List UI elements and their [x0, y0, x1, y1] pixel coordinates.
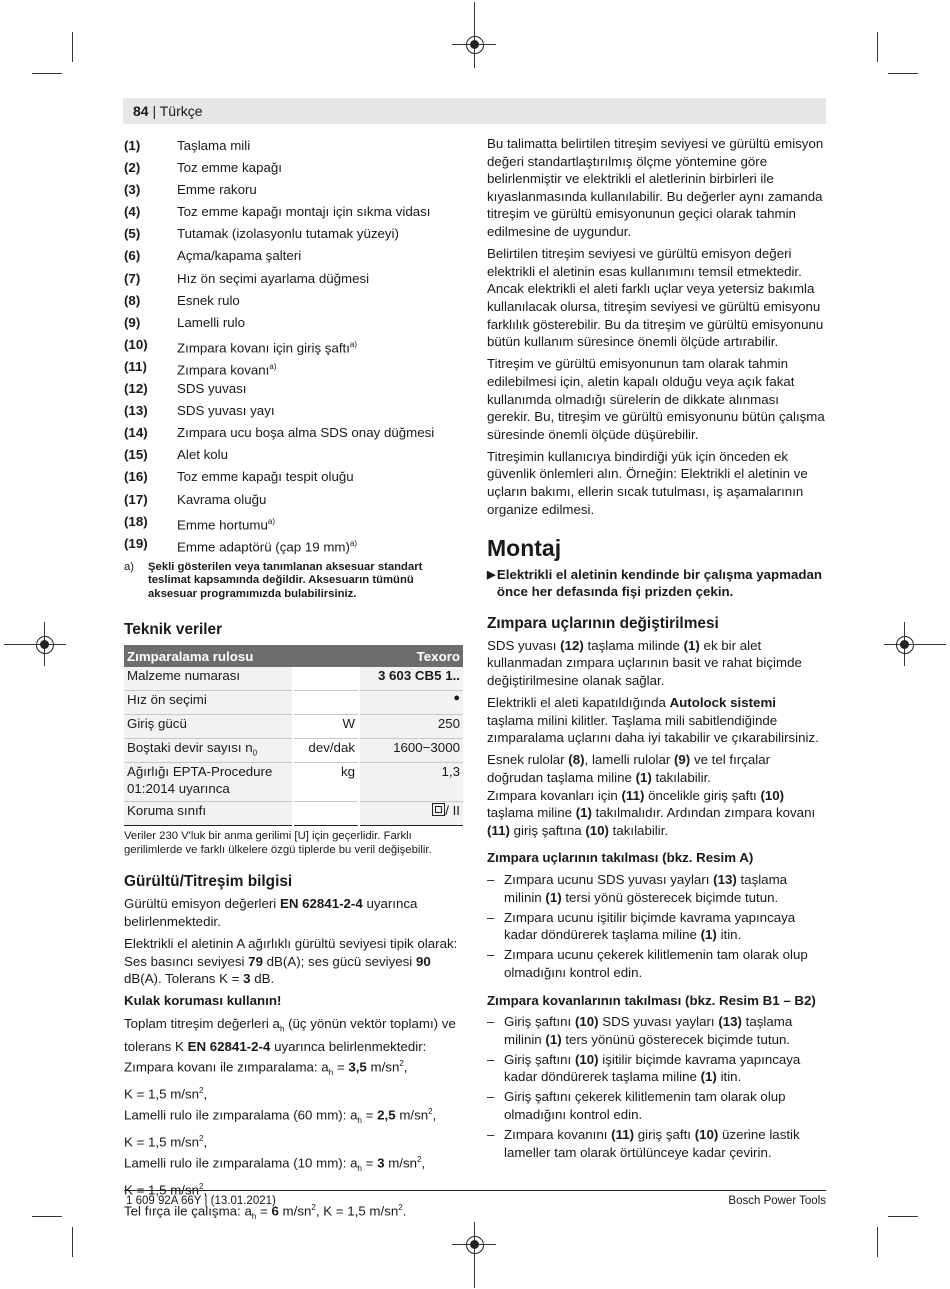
- list-item: – Giriş şaftını (10) işitilir biçimde kavrama yapıncaya kadar döndürerek taşlama miline (1) itin.: [487, 1051, 801, 1085]
- legend-number: (14): [124, 425, 148, 441]
- footnote: [124, 561, 463, 602]
- protection-class-icon: [432, 803, 445, 816]
- row-label: Koruma sınıfı: [124, 802, 293, 826]
- legend-item: [124, 533, 463, 555]
- crop-mark: [32, 73, 62, 74]
- legend-text: Kavrama oluğu: [177, 491, 267, 507]
- table-header-right: Texoro: [359, 645, 463, 667]
- triangle-bullet-icon: ▶: [487, 568, 496, 581]
- row-label: Hız ön seçimi: [124, 691, 293, 715]
- row-label: Malzeme numarası: [124, 667, 293, 691]
- legend-item: [124, 400, 463, 422]
- legend-text: Esnek rulo: [177, 292, 240, 308]
- legend-number: (11): [124, 358, 147, 374]
- ear-protection-note: Kulak koruması kullanın!: [124, 993, 282, 1009]
- legend-text: Emme rakoru: [177, 182, 257, 198]
- crop-mark: [884, 644, 946, 645]
- legend-number: (5): [124, 226, 141, 242]
- legend-number: (4): [124, 204, 141, 220]
- legend-text: SDS yuvası yayı: [177, 403, 275, 419]
- list-item: – Zımpara ucunu çekerek kilitlemenin tam olarak olup olmadığını kontrol edin.: [487, 947, 808, 980]
- legend-number: (10): [124, 336, 148, 352]
- legend-number: (13): [124, 403, 148, 419]
- legend-item: [124, 489, 463, 511]
- legend-number: (19): [124, 535, 148, 551]
- change-paragraph: SDS yuvası (12) taşlama milinde (1) ek bir alet kullanmadan zımpara uçlarının basit ve rahat biçimde değiştirilmesine olanak sağlar.: [487, 637, 802, 688]
- legend-item: [124, 356, 463, 378]
- safety-warning: [487, 566, 825, 601]
- crop-mark: [888, 1216, 918, 1217]
- legend-number: (16): [124, 469, 148, 485]
- row-value: 1,3: [359, 763, 463, 802]
- change-paragraph: Zımpara kovanları için (11) öncelikle giriş şaftı (10) taşlama miline (1) takılmalıdır. Ardından zımpara kovanı (11) giriş şaftına (10) takılabilir.: [487, 787, 816, 838]
- row-unit: kg: [293, 763, 359, 802]
- legend-list: [124, 135, 463, 555]
- row-label: Ağırlığı EPTA-Procedure 01:2014 uyarınca: [124, 763, 293, 802]
- page-number: 84: [133, 103, 149, 119]
- legend-number: (1): [124, 138, 141, 153]
- legend-number: (8): [124, 292, 141, 308]
- warning-text: Elektrikli el aletinin kendinde bir çalışma yapmadan önce her defasında fişi prizden çekin.: [496, 566, 823, 600]
- crop-mark: [72, 1227, 73, 1257]
- legend-text: Toz emme kapağı montajı için sıkma vidası: [177, 204, 431, 220]
- legend-text: Taşlama mili: [177, 138, 251, 153]
- row-value: / II: [359, 802, 463, 826]
- noise-paragraph: Elektrikli el aletinin A ağırlıklı gürültü seviyesi tipik olarak: Ses basıncı seviyesi 79 dB(A); ses gücü seviyesi 90 dB(A). Tolerans K = 3 dB.: [124, 936, 458, 987]
- tech-data-title: Teknik veriler: [124, 621, 223, 639]
- row-unit: dev/dak: [293, 739, 359, 763]
- legend-item: [124, 201, 463, 223]
- registration-mark-icon: [466, 1236, 484, 1254]
- legend-number: (3): [124, 182, 141, 198]
- crop-mark: [877, 32, 878, 62]
- page-header: [123, 98, 826, 124]
- table-row: [124, 691, 463, 715]
- legend-text: Açma/kapama şalteri: [177, 248, 302, 264]
- legend-number: (6): [124, 248, 141, 264]
- legend-item: [124, 378, 463, 400]
- header-language: Türkçe: [159, 103, 203, 119]
- legend-text: Emme hortumu$^{a)}$: [177, 516, 276, 533]
- legend-item: [124, 422, 463, 444]
- legend-item: [124, 268, 463, 290]
- row-value: 3 603 CB5 1..: [359, 667, 463, 691]
- list-item: – Zımpara kovanını (11) giriş şaftı (10) üzerine lastik lameller tam olarak örtülünceye kadar çevirin.: [487, 1127, 800, 1160]
- table-header-row: [124, 645, 463, 667]
- change-paragraph: Elektrikli el aleti kapatıldığında Autolock sistemi taşlama milini kilitler. Taşlama mili sabitlendiğinde zımparalama uçlarını daha iyi takabilir ve çıkarabilirsiniz.: [487, 695, 819, 746]
- vibration-info-paragraph: Titreşim ve gürültü emisyonunun tam olarak tahmin edilebilmesi için, aletin kapalı olduğu veya açık fakat kullanımda olmadığı sürelerin de dikkate alınması gerekir. Bu, titreşim ve gürültü emisyonunu bütün çalışma süresinde önemli ölçüde düşürebilir.: [487, 356, 825, 442]
- vibration-info-paragraph: Titreşimin kullanıcıya bindirdiği yük için önceden ek güvenlik önlemleri alın. Örneğin: Elektrikli el aletinin ve uçların bakımı, ellerin sıcak tutulması, iş aşamalarının organize edilmesi.: [487, 448, 808, 517]
- change-paragraph: Esnek rulolar (8), lamelli rulolar (9) ve tel fırçalar doğrudan taşlama miline (1) takılabilir.: [487, 752, 771, 785]
- legend-item: [124, 157, 463, 179]
- vibration-info-paragraph: Bu talimatta belirtilen titreşim seviyesi ve gürültü emisyon değeri standartlaştırılmış ölçme yöntemine göre belirlenmiştir ve elektrikli el aletlerinin birbirleri ile kıyaslanmasında kullanılabilir. Bu değerler aynı zamanda titreşim ve gürültü emisyonunun geçici olarak tahmin edilmesine de uygundur.: [487, 136, 824, 239]
- legend-item: [124, 444, 463, 466]
- row-unit: [293, 667, 359, 691]
- header-separator: |: [152, 103, 157, 119]
- list-item: – Giriş şaftını çekerek kilitlemenin tam olarak olup olmadığını kontrol edin.: [487, 1089, 786, 1123]
- page-footer: [124, 1190, 826, 1207]
- table-row: [124, 763, 463, 802]
- crop-mark: [474, 1222, 475, 1288]
- registration-mark-icon: [896, 636, 914, 654]
- row-unit: W: [293, 715, 359, 739]
- crop-mark: [32, 1216, 62, 1217]
- row-value: 1600−3000: [359, 739, 463, 763]
- legend-text: Zımpara kovanı için giriş şaftı$^{a)}$: [177, 339, 358, 356]
- table-row: [124, 802, 463, 826]
- table-note: Veriler 230 V'luk bir anma gerilimi [U] için geçerlidir. Farklı gerilimlerde ve farklı ülkelere özgü tiplerde bu veril değişebilir.: [124, 830, 432, 856]
- tech-data-table: [124, 645, 463, 826]
- noise-paragraph: Gürültü emisyon değerleri EN 62841-2-4 uyarınca belirlenmektedir.: [124, 896, 418, 929]
- registration-mark-icon: [466, 36, 484, 54]
- noise-title: Gürültü/Titreşim bilgisi: [124, 873, 293, 891]
- change-title: Zımpara uçlarının değiştirilmesi: [487, 615, 719, 633]
- list-item: – Giriş şaftını (10) SDS yuvası yayları (13) taşlama milinin (1) ters yönünü gösterecek biçimde tutun.: [487, 1014, 793, 1047]
- crop-mark: [877, 1227, 878, 1257]
- legend-number: (15): [124, 447, 148, 463]
- legend-text: Hız ön seçimi ayarlama düğmesi: [177, 270, 370, 286]
- row-label: Boştaki devir sayısı $n_0$: [124, 739, 293, 763]
- sleeve-title: Zımpara kovanlarının takılması (bkz. Resim B1 – B2): [487, 992, 816, 1008]
- table-row: [124, 667, 463, 691]
- right-column: [487, 135, 825, 1164]
- legend-number: (18): [124, 513, 148, 529]
- legend-text: SDS yuvası: [177, 381, 247, 397]
- legend-number: (2): [124, 160, 141, 176]
- legend-text: Lamelli rulo: [177, 314, 245, 330]
- table-row: [124, 739, 463, 763]
- legend-item: [124, 511, 463, 533]
- vibration-paragraph: Toplam titreşim değerleri $a_h$ (üç yönün vektör toplamı) ve tolerans K EN 62841-2-4 uyarınca belirlenmektedir: Zımpara kovanı ile zımparalama: $a_h = 3,5$ $m/sn^2$, K = 1,5 $m/sn^2$, Lamelli rulo ile zımparalama (60 mm): $a_h = 2,5$ $m/sn^2$, K = 1,5 $m/sn^2$, Lamelli rulo ile zımparalama (10 mm): $a_h = 3$ $m/sn^2$, K = 1,5 $m/sn^2$, Tel fırça ile çalışma: $a_h = 6$ $m/sn^2$, K = 1,5 $m/sn^2$.: [124, 1015, 456, 1221]
- bullet-icon: ●: [359, 691, 463, 715]
- legend-item: [124, 334, 463, 356]
- row-value: 250: [359, 715, 463, 739]
- list-item: – Zımpara ucunu SDS yuvası yayları (13) taşlama milinin (1) tersi yönü gösterecek biçimde tutun.: [487, 871, 788, 905]
- crop-mark: [4, 644, 66, 645]
- legend-text: Tutamak (izolasyonlu tutamak yüzeyi): [177, 226, 399, 242]
- legend-text: Zımpara kovanı$^{a)}$: [177, 361, 277, 378]
- legend-number: (17): [124, 491, 148, 507]
- legend-item: [124, 466, 463, 488]
- footer-doc-number: 1 609 92A 66Y | (13.01.2021): [126, 1195, 276, 1207]
- legend-text: Toz emme kapağı: [177, 160, 282, 176]
- crop-mark: [888, 73, 918, 74]
- legend-text: Zımpara ucu boşa alma SDS onay düğmesi: [177, 425, 435, 441]
- legend-number: (9): [124, 314, 141, 330]
- row-unit: [293, 802, 359, 826]
- legend-item: [124, 245, 463, 267]
- registration-mark-icon: [36, 636, 54, 654]
- legend-text: Emme adaptörü (çap 19 mm)$^{a)}$: [177, 538, 358, 555]
- legend-item: [124, 312, 463, 334]
- legend-item: [124, 179, 463, 201]
- table-header-left: Zımparalama rulosu: [124, 645, 359, 667]
- crop-mark: [474, 2, 475, 68]
- list-item: – Zımpara ucunu işitilir biçimde kavrama yapıncaya kadar döndürerek taşlama miline (1) itin.: [487, 909, 796, 943]
- legend-number: (7): [124, 270, 141, 286]
- footnote-text: Şekli gösterilen veya tanımlanan aksesuar standart teslimat kapsamında değildir. Aksesuarın tümünü aksesuar programımızda bulabilirsiniz.: [148, 560, 423, 600]
- legend-number: (12): [124, 381, 148, 397]
- legend-item: [124, 223, 463, 245]
- legend-text: Alet kolu: [177, 447, 228, 463]
- row-unit: [293, 691, 359, 715]
- legend-text: Toz emme kapağı tespit oluğu: [177, 469, 354, 485]
- footnote-label: a): [124, 560, 135, 573]
- footer-brand: Bosch Power Tools: [728, 1195, 826, 1207]
- legend-item: [124, 135, 463, 157]
- crop-mark: [72, 32, 73, 62]
- row-label: Giriş gücü: [124, 715, 293, 739]
- left-column: [124, 135, 463, 1225]
- table-row: [124, 715, 463, 739]
- vibration-info-paragraph: Belirtilen titreşim seviyesi ve gürültü emisyon değeri elektrikli el aletinin esas kullanımını temsil etmektedir. Ancak elektrikli el aleti farklı uçlar veya yetersiz bakımla kullanılacak olursa, titreşim seviyesi ve gürültü emisyonu farklılık gösterebilir. Bu da titreşim ve gürültü emisyonunu bütün kullanım süresince önemli ölçüde artırabilir.: [487, 246, 824, 350]
- legend-item: [124, 290, 463, 312]
- attach-title: Zımpara uçlarının takılması (bkz. Resim A): [487, 850, 754, 866]
- montaj-title: Montaj: [487, 535, 562, 562]
